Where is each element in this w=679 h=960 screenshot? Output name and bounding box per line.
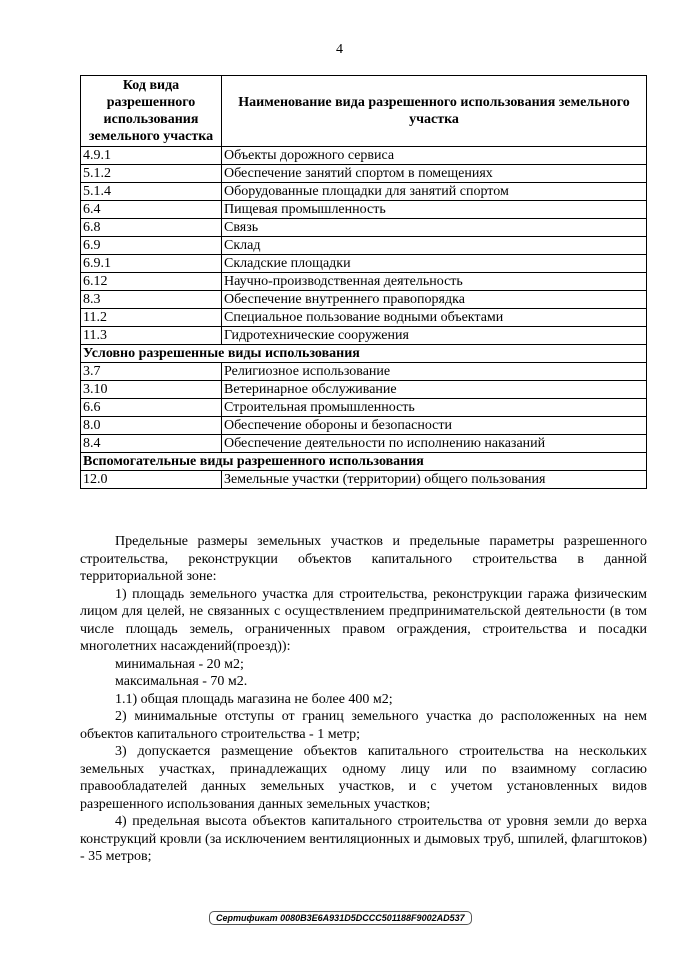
table-row: [81, 435, 647, 453]
row-code: 6.12: [81, 273, 222, 291]
row-name: Склад: [222, 237, 647, 255]
table-row: [81, 237, 647, 255]
page-number: 4: [336, 42, 343, 57]
row-code: 6.9: [81, 237, 222, 255]
row-code: 11.2: [81, 309, 222, 327]
row-name: Связь: [222, 219, 647, 237]
row-name: Оборудованные площадки для занятий спортом: [222, 183, 647, 201]
row-code: 6.6: [81, 399, 222, 417]
row-name: Обеспечение внутреннего правопорядка: [222, 291, 647, 309]
row-name: Ветеринарное обслуживание: [222, 381, 647, 399]
row-name: Религиозное использование: [222, 363, 647, 381]
row-name: Обеспечение обороны и безопасности: [222, 417, 647, 435]
paragraph-item-2: 2) минимальные отступы от границ земельного участка до расположенных на нем объектов капитального строительства - 1 метр;: [80, 709, 647, 742]
table-row: [81, 255, 647, 273]
certificate-stamp: Сертификат 0080B3E6A931D5DCCC501188F9002AD537: [209, 911, 472, 925]
table-row: [81, 417, 647, 435]
row-code: 3.10: [81, 381, 222, 399]
table-row: [81, 165, 647, 183]
section-row-auxiliary: [81, 453, 647, 471]
table-row: [81, 201, 647, 219]
row-name: Научно-производственная деятельность: [222, 273, 647, 291]
table-row: [81, 147, 647, 165]
table-row: [81, 183, 647, 201]
row-name: Обеспечение занятий спортом в помещениях: [222, 165, 647, 183]
paragraph-max-area: максимальная - 70 м2.: [115, 674, 248, 689]
row-code: 3.7: [81, 363, 222, 381]
row-code: 6.4: [81, 201, 222, 219]
row-name: Обеспечение деятельности по исполнению наказаний: [222, 435, 647, 453]
row-code: 6.9.1: [81, 255, 222, 273]
paragraph-item-1: 1) площадь земельного участка для строительства, реконструкции гаража физическим лицом для целей, не связанных с осуществлением предпринимательской деятельности (в том числе площадь земель, ограниченных правом ограждения, строительства и посадки многолетних насаждений(проезд)):: [80, 586, 647, 654]
row-code: 5.1.4: [81, 183, 222, 201]
table-row: [81, 309, 647, 327]
section-row-conditional: [81, 345, 647, 363]
paragraph-item-3: 3) допускается размещение объектов капитального строительства на нескольких земельных участках, принадлежащих одному лицу или по взаимному согласию правообладателей данных земельных участков, и с учетом установленных видов разрешенного использования данных земельных участков;: [80, 744, 647, 812]
table-row: [81, 471, 647, 489]
body-text: [80, 533, 647, 866]
row-name: Гидротехнические сооружения: [222, 327, 647, 345]
section-heading: Условно разрешенные виды использования: [81, 345, 647, 363]
row-code: 8.4: [81, 435, 222, 453]
table-row: [81, 363, 647, 381]
row-name: Строительная промышленность: [222, 399, 647, 417]
row-name: Специальное пользование водными объектами: [222, 309, 647, 327]
paragraph-item-4: 4) предельная высота объектов капитального строительства от уровня земли до верха конструкций кровли (за исключением вентиляционных и дымовых труб, шпилей, флагштоков) - 35 метров;: [80, 814, 647, 864]
table-header-row: [81, 76, 647, 147]
table-row: [81, 327, 647, 345]
row-code: 8.0: [81, 417, 222, 435]
row-name: Складские площадки: [222, 255, 647, 273]
row-code: 12.0: [81, 471, 222, 489]
header-code: Код вида разрешенного использования земельного участка: [81, 76, 222, 147]
section-heading: Вспомогательные виды разрешенного использования: [81, 453, 647, 471]
row-name: Пищевая промышленность: [222, 201, 647, 219]
paragraph-min-area: минимальная - 20 м2;: [115, 656, 244, 672]
table-row: [81, 219, 647, 237]
paragraph-item-1-1: 1.1) общая площадь магазина не более 400 м2;: [115, 691, 393, 707]
row-code: 4.9.1: [81, 147, 222, 165]
row-code: 6.8: [81, 219, 222, 237]
row-code: 8.3: [81, 291, 222, 309]
row-name: Земельные участки (территории) общего пользования: [222, 471, 647, 489]
paragraph-intro: Предельные размеры земельных участков и предельные параметры разрешенного строительства, реконструкции объектов капитального строительства в данной территориальной зоне:: [80, 534, 647, 584]
table-row: [81, 381, 647, 399]
row-name: Объекты дорожного сервиса: [222, 147, 647, 165]
row-code: 5.1.2: [81, 165, 222, 183]
land-use-table: [80, 75, 647, 489]
header-name: Наименование вида разрешенного использования земельного участка: [222, 76, 647, 147]
table-row: [81, 399, 647, 417]
row-code: 11.3: [81, 327, 222, 345]
table-row: [81, 273, 647, 291]
table-row: [81, 291, 647, 309]
